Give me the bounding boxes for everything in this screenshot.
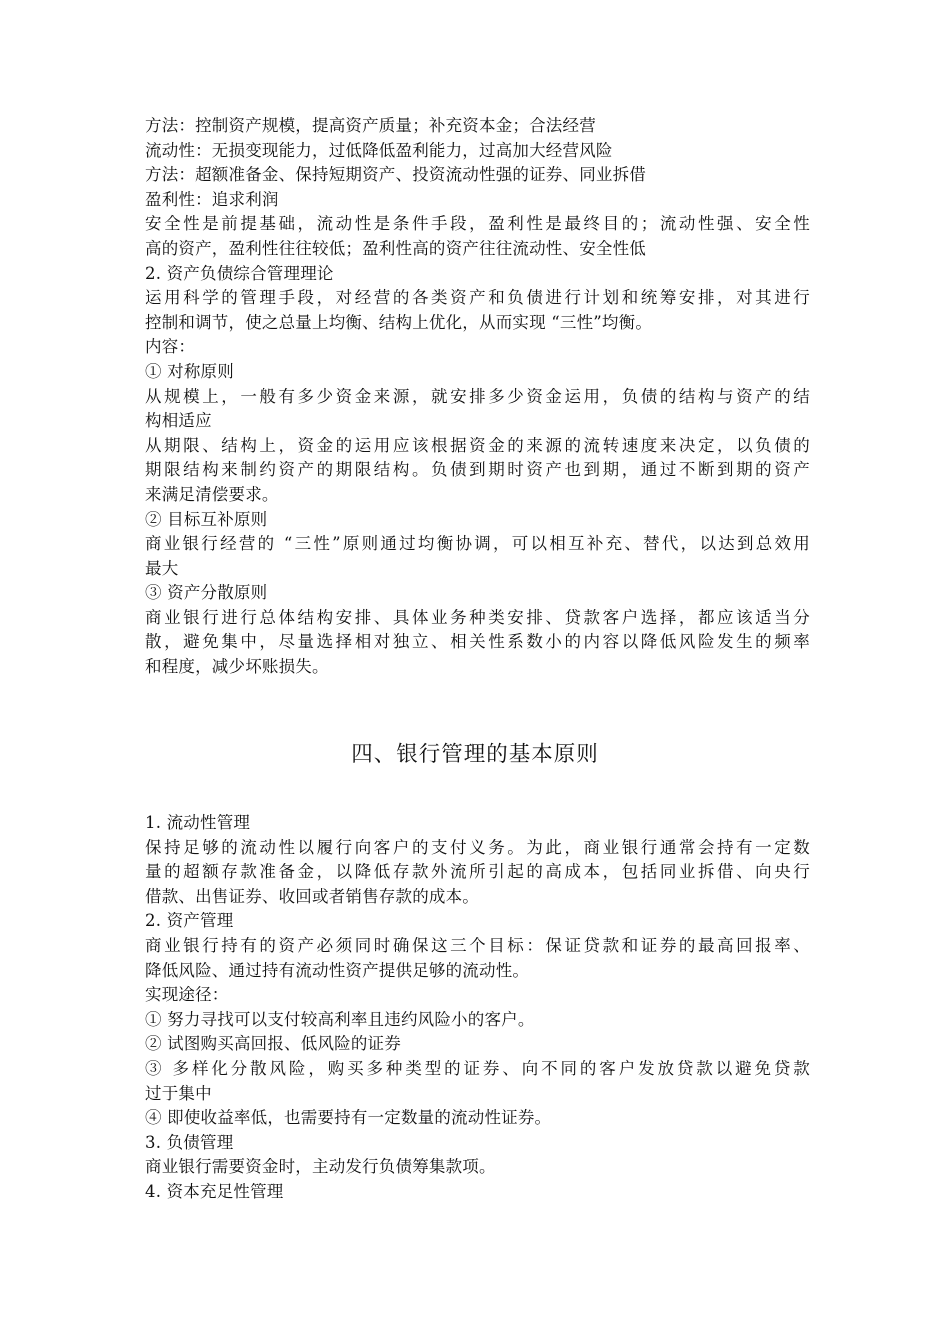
paragraph-line: 方法：控制资产规模，提高资产质量；补充资本金；合法经营 [145,116,596,135]
paragraph-line: 来满足清偿要求。 [145,484,279,504]
section-heading: 四、银行管理的基本原则 [351,742,599,767]
paragraph-line: 盈利性：追求利润 [145,189,279,209]
paragraph-line: 借款、出售证券、收回或者销售存款的成本。 [145,886,479,906]
paragraph-line: 从期限、结构上，资金的运用应该根据资金的来源的流转速度来决定，以负债的 [145,435,810,455]
list-item: 过于集中 [145,1083,212,1103]
top-text-block [145,114,810,680]
list-item-title: ① 对称原则 [145,361,234,381]
list-item: ① 努力寻找可以支付较高利率且违约风险小的客户。 [145,1009,535,1029]
paragraph-line: 商业银行经营的 “三性”原则通过均衡协调，可以相互补充、替代，以达到总效用 [145,534,810,554]
paragraph-line: 保持足够的流动性以履行向客户的支付义务。为此，商业银行通常会持有一定数 [145,837,810,857]
paragraph-line: 商业银行进行总体结构安排、具体业务种类安排、贷款客户选择，都应该适当分 [145,607,810,627]
paragraph-line: 商业银行需要资金时，主动发行负债筹集款项。 [145,1157,496,1177]
paragraph-line: 期限结构来制约资产的期限结构。负债到期时资产也到期，通过不断到期的资产 [145,460,810,480]
paragraph-line: 实现途径： [145,985,229,1005]
paragraph-line: 内容： [145,337,196,357]
list-item-title: ③ 资产分散原则 [145,583,268,603]
paragraph-line: 高的资产，盈利性往往较低；盈利性高的资产往往流动性、安全性低 [145,238,646,258]
paragraph-line: 方法：超额准备金、保持短期资产、投资流动性强的证券、同业拆借 [145,165,646,185]
list-item: ④ 即使收益率低，也需要持有一定数量的流动性证券。 [145,1108,552,1128]
paragraph-line: 降低风险、通过持有流动性资产提供足够的流动性。 [145,960,530,980]
paragraph-line: 运用科学的管理手段，对经营的各类资产和负债进行计划和统筹安排，对其进行 [145,288,810,308]
paragraph-line: 最大 [145,558,179,578]
paragraph-line: 构相适应 [145,411,212,431]
subsection-title: 3. 负债管理 [145,1132,234,1152]
list-item: ③ 多样化分散风险，购买多种类型的证券、向不同的客户发放贷款以避免贷款 [145,1058,810,1078]
paragraph-line: 和程度，减少坏账损失。 [145,657,329,677]
paragraph-line: 从规模上，一般有多少资金来源，就安排多少资金运用，负债的结构与资产的结 [145,386,810,406]
paragraph-line: 商业银行持有的资产必须同时确保这三个目标：保证贷款和证券的最高回报率、 [145,935,810,955]
paragraph-line: 流动性：无损变现能力，过低降低盈利能力，过高加大经营风险 [145,140,613,160]
paragraph-line: 散，避免集中，尽量选择相对独立、相关性系数小的内容以降低风险发生的频率 [145,632,810,652]
list-item-title: ② 目标互补原则 [145,509,268,529]
list-item: ② 试图购买高回报、低风险的证券 [145,1034,401,1054]
subsection-title: 2. 资产管理 [145,911,234,931]
bottom-text-block [145,811,810,1205]
paragraph-line: 控制和调节，使之总量上均衡、结构上优化，从而实现 “三性”均衡。 [145,312,653,332]
paragraph-line: 量的超额存款准备金，以降低存款外流所引起的高成本，包括同业拆借、向央行 [145,862,810,882]
paragraph-line: 安全性是前提基础，流动性是条件手段，盈利性是最终目的；流动性强、安全性 [145,214,810,234]
subsection-title: 2. 资产负债综合管理理论 [145,263,334,283]
subsection-title: 1. 流动性管理 [145,813,251,832]
subsection-title: 4. 资本充足性管理 [145,1181,284,1201]
